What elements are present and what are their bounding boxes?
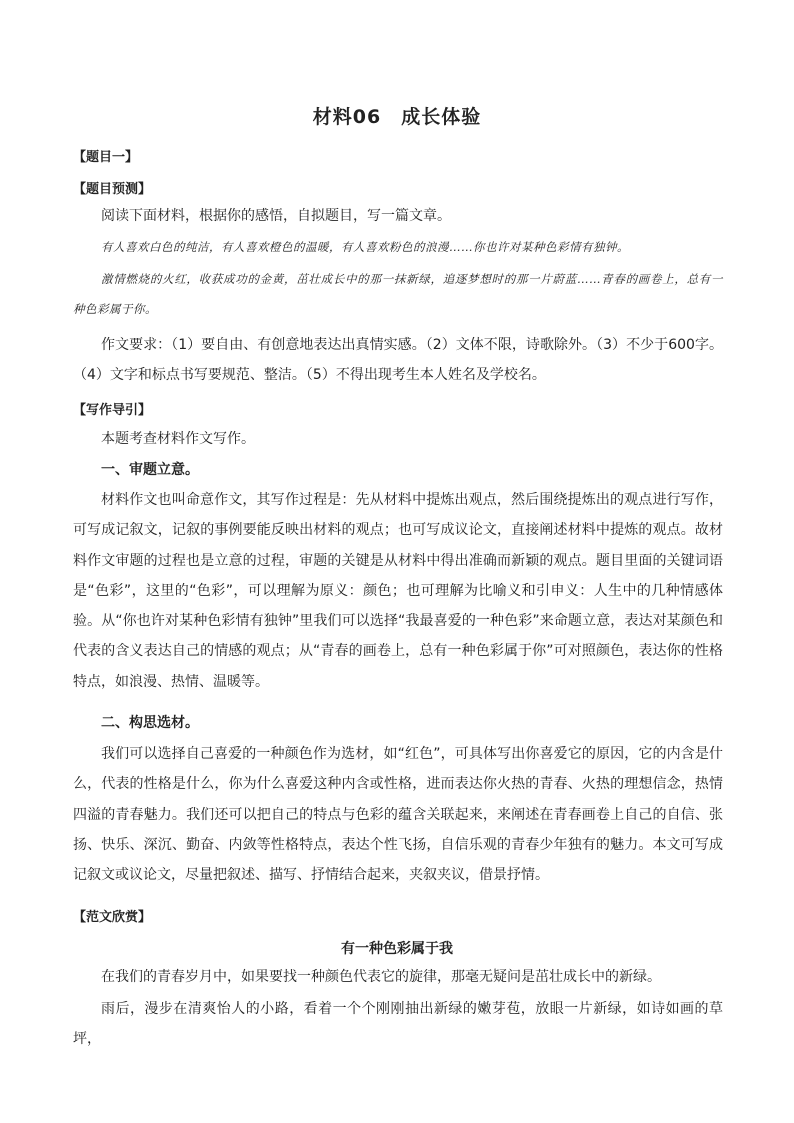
guide-section1-body: 材料作文也叫命意作文，其写作过程是：先从材料中提炼出观点，然后围绕提炼出的观点进行写作，可写成记叙文，记叙的事例要能反映出材料的观点；也可写成议论文，直接阐述材料中提炼的观点。故材料作文审题的过程也是立意的过程，审题的关键是从材料中得出准确而新颖的观点。题目里面的关键词语是“色彩”，这里的“色彩”，可以理解为原义：颜色；也可理解为比喻义和引申义：人生中的几种情感体验。从“你也许对某种色彩情有独钟”里我们可以选择“我最喜爱的一种色彩”来命题立意，表达对某颜色和代表的含义表达自己的情感的观点；从“青春的画卷上，总有一种色彩属于你”可对照颜色，表达你的性格特点，如浪漫、热情、温暖等。 [73,492,723,690]
guide-section2-body: 我们可以选择自己喜爱的一种颜色作为选材，如“红色”，可具体写出你喜爱它的原因，它的内含是什么，代表的性格是什么，你为什么喜爱这种内含或性格，进而表达你火热的青春、火热的理想信念，热情四溢的青春魅力。我们还可以把自己的特点与色彩的蕴含关联起来，来阐述在青春画卷上自己的自信、张扬、快乐、深沉、勤奋、内敛等性格特点，表达个性飞扬，自信乐观的青春少年独有的魅力。本文可写成记叙文或议论文，尽量把叙述、描写、抒情结合起来，夹叙夹议，借景抒情。 [73,746,723,884]
prompt-quote-1: 有人喜欢白色的纯洁，有人喜欢橙色的温暖，有人喜欢粉色的浪漫……你也许对某种色彩情有独钟。 [101,240,629,254]
tag-prediction: 【题目预测】 [73,182,152,197]
prompt-requirements: 作文要求：（1）要自由、有创意地表达出真情实感。（2）文体不限，诗歌除外。（3）不少于600字。（4）文字和标点书写要规范、整洁。（5）不得出现考生本人姓名及学校名。 [73,337,723,384]
tag-topic-one: 【题目一】 [73,150,139,165]
tag-writing-guide: 【写作导引】 [73,403,152,418]
essay-paragraph-2: 雨后，漫步在清爽怡人的小路，看着一个个刚刚抽出新绿的嫩芽苞，放眼一片新绿，如诗如画的草坪， [73,1001,723,1048]
tag-sample-essay: 【范文欣赏】 [73,910,152,925]
page-title: 材料06 成长体验 [312,106,482,128]
essay-title: 有一种色彩属于我 [341,941,453,957]
prompt-intro: 阅读下面材料，根据你的感悟，自拟题目，写一篇文章。 [101,208,451,224]
prompt-quote-2: 激情燃烧的火红，收获成功的金黄，茁壮成长中的那一抹新绿，追逐梦想时的那一片蔚蓝……青春的画卷上，总有一种色彩属于你。 [73,272,723,317]
essay-paragraph-1: 在我们的青春岁月中，如果要找一种颜色代表它的旋律，那毫无疑问是茁壮成长中的新绿。 [101,969,661,985]
guide-section1-heading: 一、审题立意。 [101,462,199,478]
guide-section2-heading: 二、构思选材。 [101,715,199,731]
guide-intro: 本题考查材料作文写作。 [101,431,255,447]
